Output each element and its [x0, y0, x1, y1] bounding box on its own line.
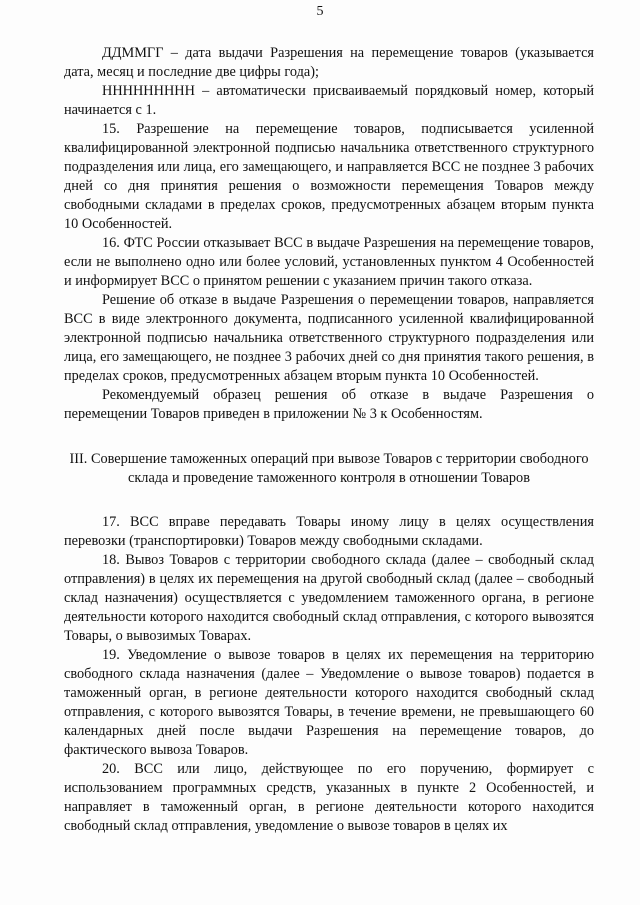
- paragraph-sequence-number: ННННННННН – автоматически присваиваемый порядковый номер, который начинается с 1.: [64, 83, 594, 118]
- paragraph-refusal-sample: Рекомендуемый образец решения об отказе в выдаче Разрешения о перемещении Товаров приведен в приложении № 3 к Особенностям.: [64, 387, 594, 422]
- paragraph-refusal-decision: Решение об отказе в выдаче Разрешения о перемещении товаров, направляется ВСС в виде электронного документа, подписанного усиленной квалифицированной электронной подписью начальника ответственного структурного подразделения или лица, его замещающего, не позднее 3 рабочих дней со дня принятия такого решения, в пределах сроков, предусмотренных абзацем вторым пункта 10 Особенностей.: [64, 292, 594, 384]
- paragraph-15: 15. Разрешение на перемещение товаров, подписывается усиленной квалифицированной электронной подписью начальника ответственного структурного подразделения или лица, его замещающего, и направляется ВСС не позднее 3 рабочих дней со дня принятия решения о возможности перемещения Товаров между свободными складами в пределах сроков, предусмотренных абзацем вторым пункта 10 Особенностей.: [64, 121, 594, 232]
- section-heading: III. Совершение таможенных операций при вывозе Товаров с территории свободного склада и проведение таможенного контроля в отношении Товаров: [69, 451, 589, 486]
- document-body: [64, 44, 594, 836]
- paragraph-19: 19. Уведомление о вывозе товаров в целях их перемещения на территорию свободного склада назначения (далее – Уведомление о вывозе товаров) подается в таможенный орган, в регионе деятельности которого находится свободный склад отправления, с которого вывозятся Товары, в течение времени, не превышающего 60 календарных дней после выдачи Разрешения на перемещение товаров, до фактического вывоза Товаров.: [64, 647, 594, 758]
- page-number: 5: [316, 4, 324, 19]
- paragraph-17: 17. ВСС вправе передавать Товары иному лицу в целях осуществления перевозки (транспортировки) Товаров между свободными складами.: [64, 514, 594, 549]
- paragraph-16: 16. ФТС России отказывает ВСС в выдаче Разрешения на перемещение товаров, если не выполнено одно или более условий, установленных пунктом 4 Особенностей и информирует ВСС о принятом решении с указанием причин такого отказа.: [64, 235, 594, 289]
- paragraph-18: 18. Вывоз Товаров с территории свободного склада (далее – свободный склад отправления) в целях их перемещения на другой свободный склад (далее – свободный склад назначения) осуществляется с уведомлением таможенного органа, в регионе деятельности которого находится свободный склад отправления, с которого вывозятся Товары, о вывозимых Товарах.: [64, 552, 594, 644]
- paragraph-date-format: ДДММГГ – дата выдачи Разрешения на перемещение товаров (указывается дата, месяц и последние две цифры года);: [64, 45, 594, 80]
- paragraph-20: 20. ВСС или лицо, действующее по его поручению, формирует с использованием программных средств, указанных в пункте 2 Особенностей, и направляет в таможенный орган, в регионе деятельности которого находится свободный склад отправления, уведомление о вывозе товаров в целях их: [64, 761, 594, 834]
